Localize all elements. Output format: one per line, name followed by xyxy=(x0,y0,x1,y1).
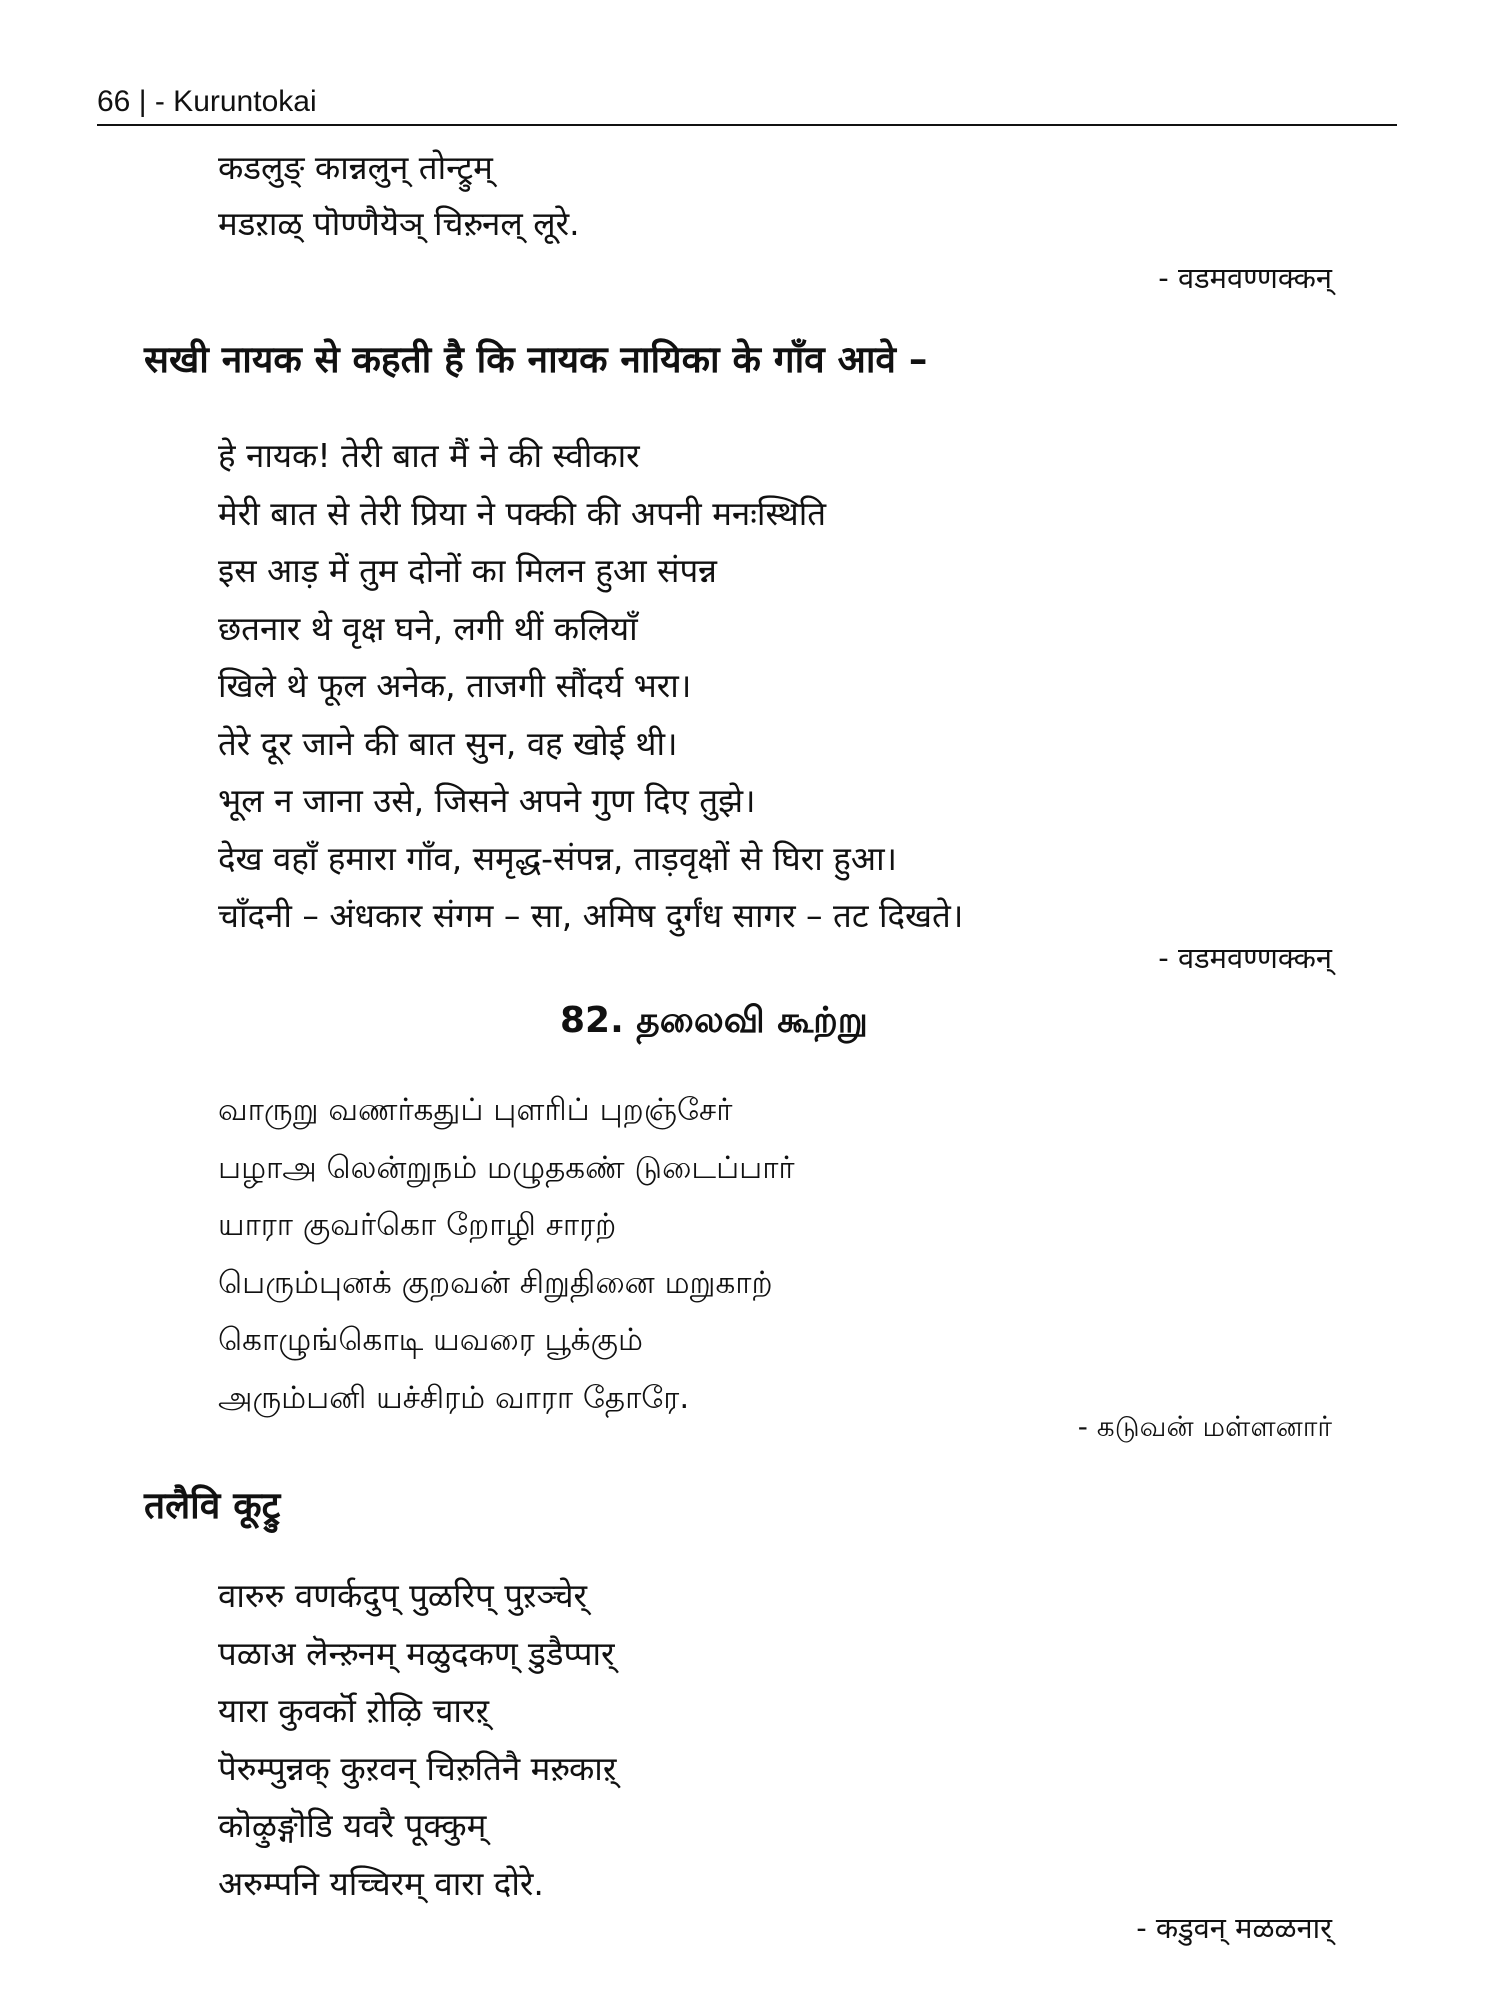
hindi-attribution: - वडमवण्णक्कन् xyxy=(1158,941,1332,975)
hindi-section-heading: सखी नायक से कहती है कि नायक नायिका के गाँव आवे – xyxy=(144,338,928,381)
verse-line: அரும்பனி யச்சிரம் வாரா தோரே. xyxy=(218,1379,690,1416)
verse-line: हे नायक! तेरी बात मैं ने की स्वीकार xyxy=(218,436,640,475)
verse-line: कडलुङ् कान्नलुन् तोन्ट्रुम् xyxy=(218,148,493,187)
verse-line: யாரா குவர்கொ றோழி சாரற் xyxy=(218,1207,617,1243)
verse-line: வாருறு வணர்கதுப் புளரிப் புறஞ்சேர் xyxy=(218,1092,733,1128)
tamil-verse xyxy=(218,1082,795,1427)
verse-line: पॆरुम्पुन्नक् कुऱवन् चिऱुतिनै मऱुकाऱ् xyxy=(218,1748,617,1788)
verse-line: கொழுங்கொடி யவரை பூக்கும் xyxy=(218,1322,643,1358)
verse-line: इस आड़ में तुम दोनों का मिलन हुआ संपन्न xyxy=(218,551,717,590)
verse-line: मेरी बात से तेरी प्रिया ने पक्की की अपनी मनःस्थिति xyxy=(218,493,827,533)
page-header xyxy=(97,82,1397,126)
verse-line: कॊऴुङ्गॊडि यवरै पूक्कुम् xyxy=(218,1806,487,1845)
hindi-verse xyxy=(218,427,963,945)
verse-line: यारा कुवर्कॊ ऱोऴि चारऱ् xyxy=(218,1691,489,1730)
verse-line: पळाअ लॆन्ऱुनम् मळुदकण् डुडैप्पार् xyxy=(218,1633,615,1673)
verse-line: चाँदनी – अंधकार संगम – सा, अमिष दुर्गंध सागर – तट दिखते। xyxy=(218,896,964,935)
top-attribution: - वडमवण्णक्कन् xyxy=(1158,261,1332,295)
tamil-section-heading: 82. தலைவி கூற்று xyxy=(560,1000,868,1041)
top-verse xyxy=(218,140,580,252)
verse-line: भूल न जाना उसे, जिसने अपने गुण दिए तुझे। xyxy=(218,781,756,820)
verse-line: तेरे दूर जाने की बात सुन, वह खोई थी। xyxy=(218,723,678,763)
verse-line: अरुम्पनि यच्चिरम् वारा दोरे. xyxy=(218,1863,544,1903)
verse-line: பெரும்புனக் குறவன் சிறுதினை மறுகாற் xyxy=(218,1264,773,1301)
book-title: - Kuruntokai xyxy=(154,85,317,118)
translit-section-heading: तलैवि कूट्रु xyxy=(144,1484,281,1527)
verse-line: देख वहाँ हमारा गाँव, समृद्ध-संपन्न, ताड़वृक्षों से घिरा हुआ। xyxy=(218,838,898,878)
verse-line: छतनार थे वृक्ष घने, लगी थीं कलियाँ xyxy=(218,608,638,648)
verse-line: பழாஅ லென்றுநம் மழுதகண் டுடைப்பார் xyxy=(218,1149,795,1186)
page-number: 66 xyxy=(97,85,131,118)
tamil-attribution: - கடுவன் மள்ளனார் xyxy=(1077,1410,1332,1443)
translit-attribution: - कडुवन् मळळनार् xyxy=(1136,1911,1332,1945)
translit-verse xyxy=(218,1567,616,1912)
header-separator: | xyxy=(138,85,147,118)
verse-line: मडऱाळ् पॊण्णैयॆञ् चिऱुनल् लूरे. xyxy=(218,204,580,243)
verse-line: खिले थे फूल अनेक, ताजगी सौंदर्य भरा। xyxy=(218,666,692,705)
verse-line: वारुरु वणर्कदुप् पुळरिप् पुऱञ्चेर् xyxy=(218,1576,588,1615)
